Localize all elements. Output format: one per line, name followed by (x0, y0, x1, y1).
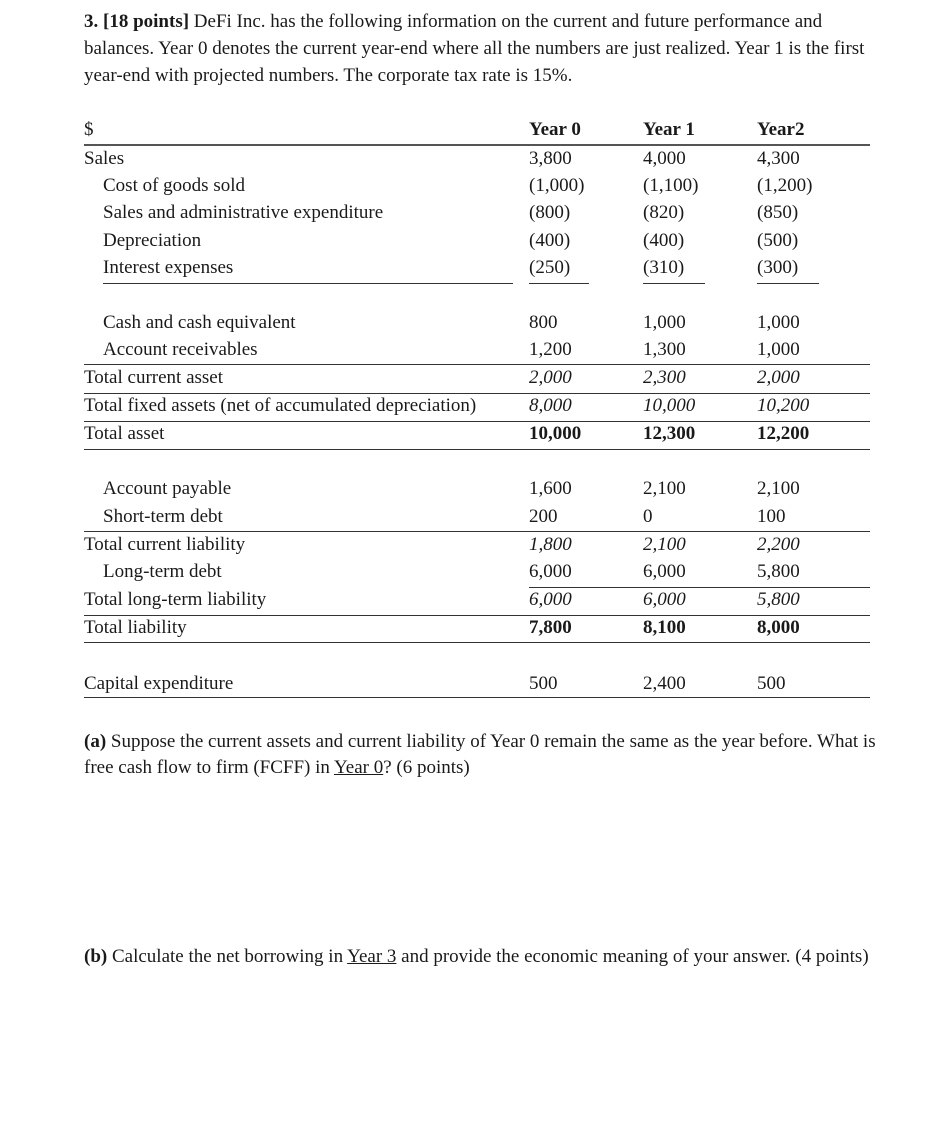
cell-year1: 8,100 (643, 617, 686, 638)
cell-year0: 1,600 (529, 478, 572, 499)
table-row (0, 312, 929, 340)
table-row (0, 257, 929, 285)
question-number: 3. (84, 11, 99, 32)
cell-year2: 5,800 (757, 589, 800, 610)
part-a-text: Suppose the current assets and current liability of Year 0 remain the same as the year before. What is free cash flow to firm (FCFF) in (84, 731, 876, 778)
cell-year1: 12,300 (643, 423, 696, 444)
cell-year1: 6,000 (643, 589, 686, 610)
rule (643, 283, 705, 284)
part-b-text: Calculate the net borrowing in (111, 946, 344, 967)
question-points: [18 points] (103, 11, 190, 32)
row-label: Total long-term liability (84, 589, 267, 610)
part-a (84, 729, 884, 781)
cell-year1: 2,100 (643, 534, 686, 555)
header-year2: Year2 (757, 119, 805, 140)
part-b-tag: (b) (84, 946, 108, 967)
part-b-year: Year 3 (347, 946, 397, 967)
rule (529, 587, 870, 588)
table-row (0, 506, 929, 534)
part-b (84, 944, 884, 970)
question-text: DeFi Inc. has the following information on the current and future performance and balances. Year 0 denotes the current year-end where all the numbers are just realized. Year 1 is the first year-end with projected numbers. The corporate tax rate is 15%. (84, 11, 865, 86)
row-label: Sales (84, 148, 125, 169)
cell-year1: (820) (643, 202, 685, 223)
row-label: Short-term debt (103, 506, 223, 527)
table-row (0, 230, 929, 258)
cell-year1: (1,100) (643, 175, 699, 196)
cell-year2: (300) (757, 257, 799, 278)
cell-year2: 1,000 (757, 312, 800, 333)
rule (84, 642, 870, 643)
cell-year0: (800) (529, 202, 571, 223)
cell-year0: 800 (529, 312, 558, 333)
table-row (0, 423, 929, 451)
rule (103, 283, 513, 284)
row-label: Account payable (103, 478, 232, 499)
part-a-tag: (a) (84, 731, 107, 752)
cell-year0: 1,800 (529, 534, 572, 555)
cell-year0: 3,800 (529, 148, 572, 169)
cell-year2: 2,200 (757, 534, 800, 555)
cell-year2: (850) (757, 202, 799, 223)
rule (757, 283, 819, 284)
cell-year0: 7,800 (529, 617, 572, 638)
currency-label: $ (84, 119, 94, 140)
header-year1: Year 1 (643, 119, 695, 140)
part-a-year: Year 0 (333, 757, 384, 778)
cell-year2: 5,800 (757, 561, 800, 582)
header-rule (84, 144, 870, 146)
cell-year1: (310) (643, 257, 685, 278)
table-row (0, 339, 929, 367)
table-row (0, 148, 929, 176)
table-row (0, 478, 929, 506)
row-label: Cost of goods sold (103, 175, 245, 196)
cell-year1: 2,300 (643, 367, 686, 388)
rule (84, 531, 870, 532)
header-year0: Year 0 (529, 119, 581, 140)
row-label: Capital expenditure (84, 673, 234, 694)
table-row (0, 617, 929, 645)
cell-year0: 2,000 (529, 367, 572, 388)
row-label: Total fixed assets (net of accumulated depreciation) (84, 395, 477, 416)
cell-year0: 8,000 (529, 395, 572, 416)
row-label: Total current liability (84, 534, 246, 555)
row-label: Cash and cash equivalent (103, 312, 296, 333)
cell-year2: 1,000 (757, 339, 800, 360)
cell-year0: 6,000 (529, 561, 572, 582)
question-intro (84, 8, 884, 89)
cell-year2: (500) (757, 230, 799, 251)
table-row (0, 534, 929, 562)
cell-year2: (1,200) (757, 175, 813, 196)
cell-year2: 10,200 (757, 395, 810, 416)
cell-year0: 10,000 (529, 423, 582, 444)
row-label: Depreciation (103, 230, 202, 251)
rule (84, 421, 870, 422)
cell-year1: 10,000 (643, 395, 696, 416)
row-label: Total asset (84, 423, 165, 444)
cell-year0: (400) (529, 230, 571, 251)
cell-year1: 4,000 (643, 148, 686, 169)
cell-year1: 2,400 (643, 673, 686, 694)
rule (529, 283, 589, 284)
part-b-suffix: and provide the economic meaning of your answer. (4 points) (401, 946, 869, 967)
cell-year1: 0 (643, 506, 653, 527)
row-label: Total current asset (84, 367, 224, 388)
cell-year0: 1,200 (529, 339, 572, 360)
cell-year1: 6,000 (643, 561, 686, 582)
cell-year1: 2,100 (643, 478, 686, 499)
table-row (0, 589, 929, 617)
cell-year0: 6,000 (529, 589, 572, 610)
cell-year2: 2,100 (757, 478, 800, 499)
table-row (0, 175, 929, 203)
cell-year2: 500 (757, 673, 786, 694)
cell-year0: 200 (529, 506, 558, 527)
row-label: Sales and administrative expenditure (103, 202, 384, 223)
cell-year1: 1,300 (643, 339, 686, 360)
cell-year0: (1,000) (529, 175, 585, 196)
rule (84, 364, 870, 365)
row-label: Account receivables (103, 339, 258, 360)
rule (84, 393, 870, 394)
cell-year1: (400) (643, 230, 685, 251)
cell-year1: 1,000 (643, 312, 686, 333)
part-a-suffix: ? (6 points) (383, 757, 470, 778)
cell-year2: 8,000 (757, 617, 800, 638)
cell-year0: (250) (529, 257, 571, 278)
row-label: Total liability (84, 617, 187, 638)
table-row (0, 367, 929, 395)
table-header (0, 119, 929, 147)
cell-year2: 100 (757, 506, 786, 527)
row-label: Interest expenses (103, 257, 234, 278)
table-row (0, 202, 929, 230)
cell-year2: 12,200 (757, 423, 810, 444)
table-row (0, 561, 929, 589)
cell-year2: 4,300 (757, 148, 800, 169)
row-label: Long-term debt (103, 561, 222, 582)
rule (84, 615, 870, 616)
table-row (0, 395, 929, 423)
cell-year0: 500 (529, 673, 558, 694)
cell-year2: 2,000 (757, 367, 800, 388)
rule (84, 697, 870, 698)
rule (84, 449, 870, 450)
